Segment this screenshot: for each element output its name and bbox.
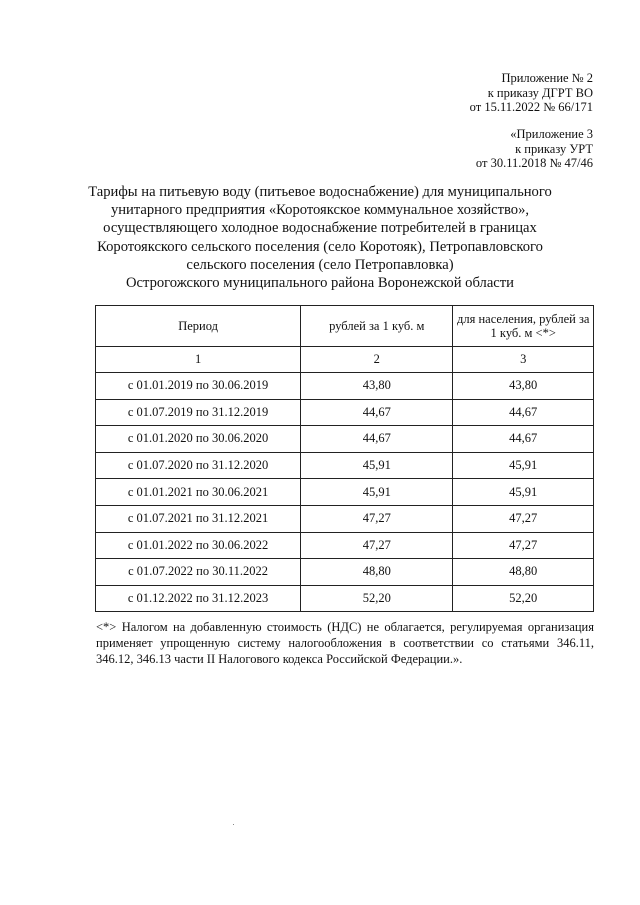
document-title	[80, 183, 560, 292]
table-row	[96, 373, 594, 400]
header-rate: рублей за 1 куб. м	[301, 306, 453, 347]
annex-original-line: «Приложение 3	[510, 127, 593, 141]
cell-population-rate: 47,27	[453, 505, 594, 532]
cell-period: с 01.07.2019 по 31.12.2019	[96, 399, 301, 426]
table-header-row	[96, 306, 594, 347]
footnote: <*> Налогом на добавленную стоимость (НДС) не облагается, регулируемая организация применяет упрощенную систему налогообложения в соответствии со статьями 346.11, 346.12, 346.13 части II Налогового кодекса Российской Федерации.».	[96, 620, 594, 666]
cell-period: с 01.01.2020 по 30.06.2020	[96, 426, 301, 453]
cell-rate: 44,67	[301, 426, 453, 453]
annex-header	[470, 71, 593, 115]
cell-period: с 01.07.2021 по 31.12.2021	[96, 505, 301, 532]
cell-population-rate: 47,27	[453, 532, 594, 559]
cell-rate: 45,91	[301, 452, 453, 479]
cell-population-rate: 45,91	[453, 452, 594, 479]
annex-header-line: к приказу ДГРТ ВО	[487, 85, 593, 100]
cell-rate: 48,80	[301, 559, 453, 586]
cell-period: с 01.07.2020 по 31.12.2020	[96, 452, 301, 479]
cell-rate: 45,91	[301, 479, 453, 506]
tariff-table	[95, 305, 594, 612]
cell-population-rate: 52,20	[453, 585, 594, 612]
table-row	[96, 399, 594, 426]
header-population-rate-line2: 1 куб. м <*>	[490, 326, 556, 340]
title-line: Коротоякского сельского поселения (село Коротояк), Петропавловского	[97, 238, 543, 255]
column-number: 1	[96, 347, 301, 373]
cell-population-rate: 43,80	[453, 373, 594, 400]
cell-population-rate: 44,67	[453, 399, 594, 426]
title-line: Тарифы на питьевую воду (питьевое водоснабжение) для муниципального	[88, 184, 552, 200]
cell-population-rate: 44,67	[453, 426, 594, 453]
annex-original-line: от 30.11.2018 № 47/46	[475, 156, 593, 170]
cell-rate: 44,67	[301, 399, 453, 426]
table-row	[96, 479, 594, 506]
scan-speck	[233, 824, 234, 825]
table-row	[96, 452, 594, 479]
column-number: 3	[453, 347, 594, 373]
column-number-row	[96, 347, 594, 373]
header-period: Период	[96, 306, 301, 347]
title-line: сельского поселения (село Петропавловка)	[186, 256, 454, 273]
title-line: Острогожского муниципального района Воронежской области	[126, 275, 514, 292]
cell-period: с 01.01.2021 по 30.06.2021	[96, 479, 301, 506]
table-row	[96, 505, 594, 532]
cell-period: с 01.01.2019 по 30.06.2019	[96, 373, 301, 400]
header-population-rate	[453, 306, 594, 347]
annex-original-line: к приказу УРТ	[515, 141, 593, 156]
cell-period: с 01.01.2022 по 30.06.2022	[96, 532, 301, 559]
title-line: осуществляющего холодное водоснабжение потребителей в границах	[103, 220, 537, 237]
annex-header-line: от 15.11.2022 № 66/171	[469, 100, 593, 114]
cell-rate: 47,27	[301, 532, 453, 559]
cell-rate: 47,27	[301, 505, 453, 532]
table-row	[96, 426, 594, 453]
table-row	[96, 585, 594, 612]
annex-original-reference	[476, 127, 593, 171]
column-number: 2	[301, 347, 453, 373]
header-population-rate-line1: для населения, рублей за	[457, 312, 590, 326]
cell-population-rate: 48,80	[453, 559, 594, 586]
table-row	[96, 532, 594, 559]
cell-population-rate: 45,91	[453, 479, 594, 506]
title-line: унитарного предприятия «Коротоякское коммунальное хозяйство»,	[110, 202, 530, 219]
cell-rate: 52,20	[301, 585, 453, 612]
annex-header-line: Приложение № 2	[501, 71, 593, 85]
cell-rate: 43,80	[301, 373, 453, 400]
cell-period: с 01.12.2022 по 31.12.2023	[96, 585, 301, 612]
table-row	[96, 559, 594, 586]
cell-period: с 01.07.2022 по 30.11.2022	[96, 559, 301, 586]
